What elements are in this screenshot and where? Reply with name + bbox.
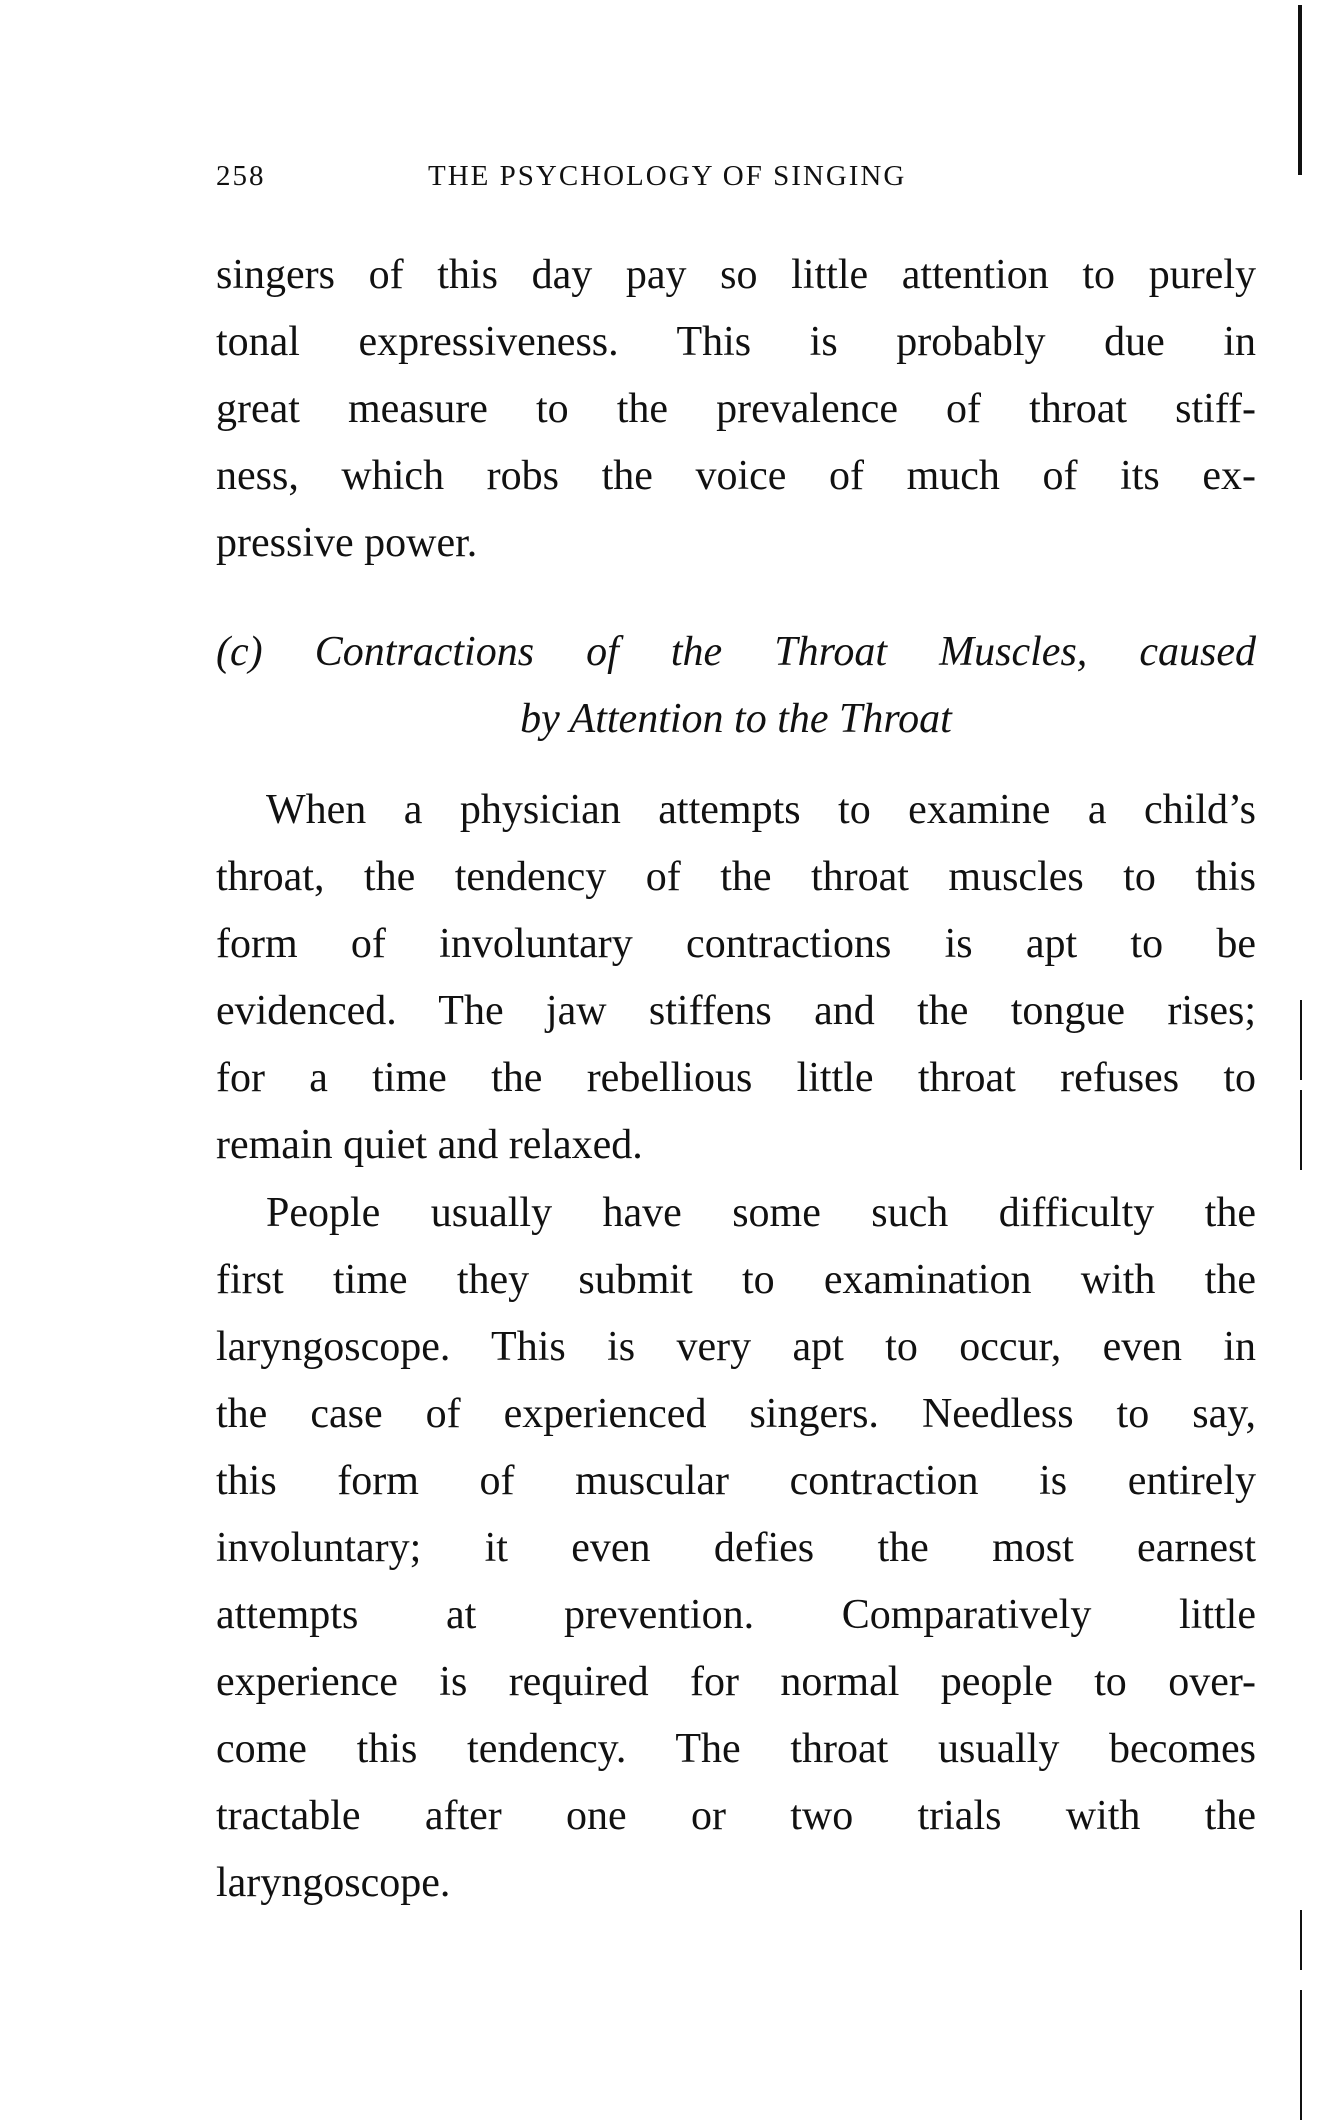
text-line: first time they submit to examination with the <box>216 1257 1256 1303</box>
running-header <box>216 160 1256 200</box>
scan-edge-mark <box>1300 1910 1302 1970</box>
text-line: evidenced. The jaw stiffens and the tongue rises; <box>216 988 1256 1034</box>
scan-edge-mark <box>1300 1990 1302 2120</box>
text-line: this form of muscular contraction is entirely <box>216 1458 1256 1504</box>
text-line: ness, which robs the voice of much of its ex- <box>216 453 1256 499</box>
scan-edge-mark <box>1300 1000 1302 1080</box>
heading-line: (c) Contractions of the Throat Muscles, caused <box>216 629 1256 675</box>
text-line: for a time the rebellious little throat refuses to <box>216 1055 1256 1101</box>
heading-line: by Attention to the Throat <box>520 696 952 742</box>
scan-edge-mark <box>1298 5 1302 175</box>
text-line: attempts at prevention. Comparatively little <box>216 1592 1256 1638</box>
text-line: People usually have some such difficulty the <box>266 1190 1256 1236</box>
text-line: involuntary; it even defies the most earnest <box>216 1525 1256 1571</box>
text-line: When a physician attempts to examine a child’s <box>266 787 1256 833</box>
text-line: great measure to the prevalence of throat stiff- <box>216 386 1256 432</box>
text-line: singers of this day pay so little attention to purely <box>216 252 1256 298</box>
text-line: tonal expressiveness. This is probably due in <box>216 319 1256 365</box>
running-title: THE PSYCHOLOGY OF SINGING <box>428 160 907 192</box>
page-number: 258 <box>216 160 266 192</box>
text-line: the case of experienced singers. Needless to say, <box>216 1391 1256 1437</box>
text-line: experience is required for normal people to over- <box>216 1659 1256 1705</box>
text-line: pressive power. <box>216 520 478 566</box>
text-line: laryngoscope. This is very apt to occur, even in <box>216 1324 1256 1370</box>
scan-edge-mark <box>1300 1090 1302 1170</box>
text-line: remain quiet and relaxed. <box>216 1122 643 1168</box>
text-line: tractable after one or two trials with the <box>216 1793 1256 1839</box>
text-line: come this tendency. The throat usually becomes <box>216 1726 1256 1772</box>
text-line: throat, the tendency of the throat muscles to this <box>216 854 1256 900</box>
text-line: form of involuntary contractions is apt to be <box>216 921 1256 967</box>
text-line: laryngoscope. <box>216 1860 451 1906</box>
